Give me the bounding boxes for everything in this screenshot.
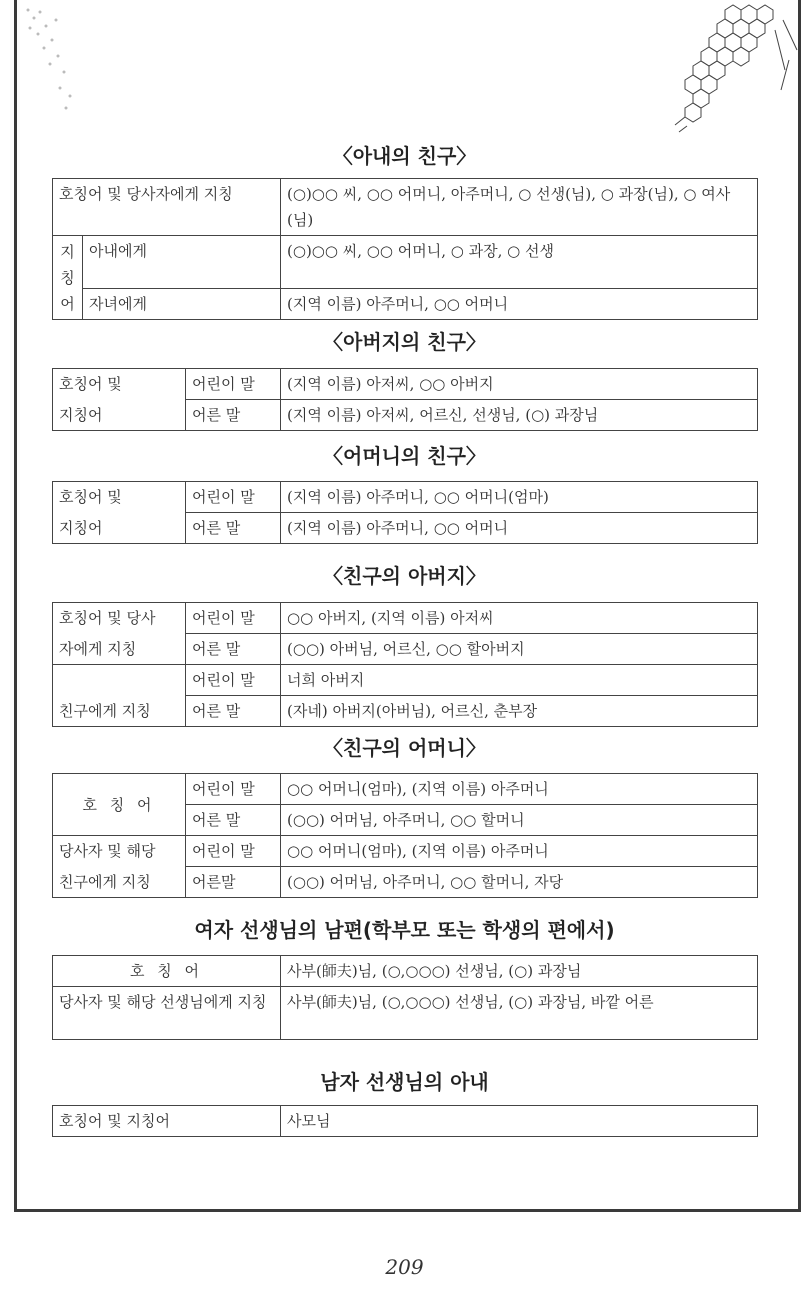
table-row — [53, 987, 758, 1040]
table-row — [53, 603, 758, 634]
group-label: 자에게 지칭 — [53, 634, 186, 665]
row-value: (○)○○ 씨, ○○ 어머니, ○ 과장, ○ 선생 — [281, 236, 758, 289]
page-number: 209 — [385, 1255, 424, 1279]
speaker-cell: 어린이 말 — [186, 369, 281, 400]
speaker-cell: 어른 말 — [186, 805, 281, 836]
row-label: 호칭어 및 지칭어 — [53, 1106, 281, 1137]
row-value: (지역 이름) 아저씨, ○○ 아버지 — [281, 369, 758, 400]
speaker-cell: 어린이 말 — [186, 603, 281, 634]
row-value: (자네) 아버지(아버님), 어르신, 춘부장 — [281, 696, 758, 727]
speaker-cell: 어린이 말 — [186, 665, 281, 696]
row-label: 호칭어 및 당사자에게 지칭 — [53, 179, 281, 236]
table-row — [53, 634, 758, 665]
corner-decoration-right — [665, 0, 805, 145]
speaker-cell: 어른 말 — [186, 634, 281, 665]
table-row — [53, 956, 758, 987]
speaker-cell: 어린이 말 — [186, 482, 281, 513]
row-label: 당사자 및 해당 선생님에게 지칭 — [53, 987, 281, 1040]
row-value: (지역 이름) 아주머니, ○○ 어머니 — [281, 513, 758, 544]
row-value: ○○ 어머니(엄마), (지역 이름) 아주머니 — [281, 774, 758, 805]
corner-decoration-left — [20, 0, 90, 120]
table-row — [53, 1106, 758, 1137]
row-value: (○○) 아버님, 어르신, ○○ 할아버지 — [281, 634, 758, 665]
group-label: 호칭어 및 — [53, 369, 186, 400]
table-row — [53, 289, 758, 320]
table-friend-mother — [52, 773, 758, 898]
speaker-cell: 어른 말 — [186, 696, 281, 727]
section-title-father-friend: 〈아버지의 친구〉 — [323, 330, 486, 354]
group-label: 호칭어 및 — [53, 482, 186, 513]
row-label: 아내에게 — [83, 236, 281, 289]
group-label: 친구에게 지칭 — [53, 867, 186, 898]
row-value: (○)○○ 씨, ○○ 어머니, 아주머니, ○ 선생(님), ○ 과장(님), ○ 여사(님) — [281, 179, 758, 236]
row-value: 사모님 — [281, 1106, 758, 1137]
table-female-teacher-husband — [52, 955, 758, 1040]
group-label: 호 칭 어 — [53, 774, 186, 836]
table-row — [53, 836, 758, 867]
table-male-teacher-wife — [52, 1105, 758, 1137]
section-title-female-teacher-husband: 여자 선생님의 남편(학부모 또는 학생의 편에서) — [194, 918, 615, 942]
table-father-friend — [52, 368, 758, 431]
table-row — [53, 400, 758, 431]
row-label: 자녀에게 — [83, 289, 281, 320]
speaker-cell: 어른 말 — [186, 513, 281, 544]
group-label: 지칭어 — [53, 513, 186, 544]
table-row — [53, 482, 758, 513]
row-value: (지역 이름) 아주머니, ○○ 어머니 — [281, 289, 758, 320]
speaker-cell: 어른 말 — [186, 400, 281, 431]
table-row — [53, 774, 758, 805]
row-value: ○○ 아버지, (지역 이름) 아저씨 — [281, 603, 758, 634]
table-mother-friend — [52, 481, 758, 544]
speaker-cell: 어른말 — [186, 867, 281, 898]
table-row — [53, 179, 758, 236]
group-label: 지 칭 어 — [53, 236, 83, 320]
section-title-mother-friend: 〈어머니의 친구〉 — [323, 444, 486, 468]
row-label: 호 칭 어 — [53, 956, 281, 987]
section-title-friend-mother: 〈친구의 어머니〉 — [323, 736, 486, 760]
section-title-wife-friend: 〈아내의 친구〉 — [332, 144, 477, 168]
row-value: 너희 아버지 — [281, 665, 758, 696]
table-row — [53, 867, 758, 898]
row-value: (지역 이름) 아저씨, 어르신, 선생님, (○) 과장님 — [281, 400, 758, 431]
section-title-friend-father: 〈친구의 아버지〉 — [323, 564, 486, 588]
group-label: 호칭어 및 당사 — [53, 603, 186, 634]
table-row — [53, 369, 758, 400]
row-value: (지역 이름) 아주머니, ○○ 어머니(엄마) — [281, 482, 758, 513]
table-wife-friend — [52, 178, 758, 320]
table-row — [53, 665, 758, 696]
row-value: 사부(師夫)님, (○,○○○) 선생님, (○) 과장님, 바깥 어른 — [281, 987, 758, 1040]
row-value: (○○) 어머님, 아주머니, ○○ 할머니, 자당 — [281, 867, 758, 898]
speaker-cell: 어린이 말 — [186, 836, 281, 867]
table-row — [53, 513, 758, 544]
section-title-male-teacher-wife: 남자 선생님의 아내 — [320, 1070, 489, 1094]
group-label: 당사자 및 해당 — [53, 836, 186, 867]
group-label: 친구에게 지칭 — [53, 665, 186, 727]
row-value: ○○ 어머니(엄마), (지역 이름) 아주머니 — [281, 836, 758, 867]
group-label: 지칭어 — [53, 400, 186, 431]
table-friend-father — [52, 602, 758, 727]
table-row — [53, 236, 758, 289]
row-value: (○○) 어머님, 아주머니, ○○ 할머니 — [281, 805, 758, 836]
row-value: 사부(師夫)님, (○,○○○) 선생님, (○) 과장님 — [281, 956, 758, 987]
speaker-cell: 어린이 말 — [186, 774, 281, 805]
